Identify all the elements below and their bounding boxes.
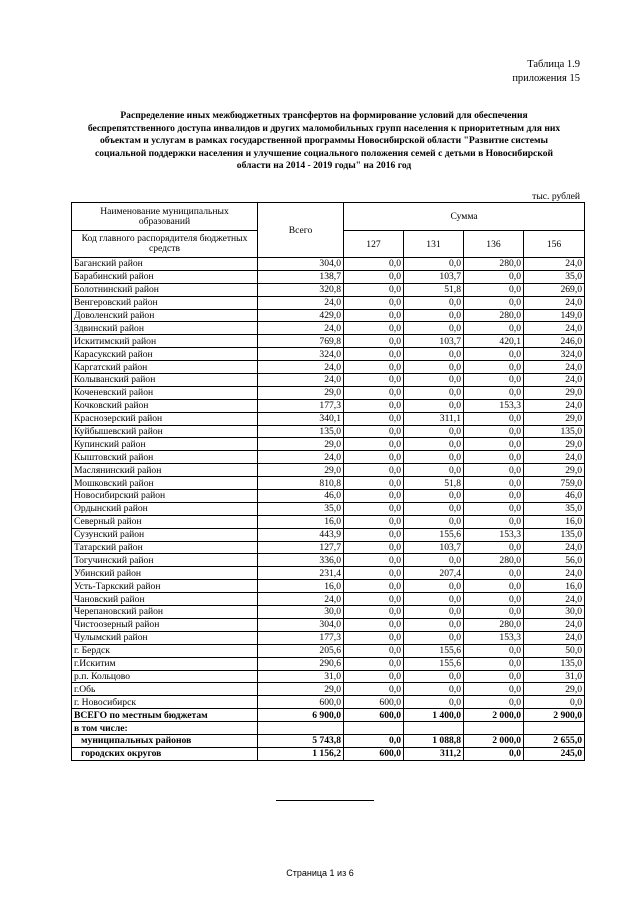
total-value: 1 156,2 xyxy=(258,747,344,760)
municipality-name: Татарский район xyxy=(72,541,258,554)
code-value: 0,0 xyxy=(344,515,404,528)
table-row xyxy=(72,734,585,747)
municipality-name: г.Искитим xyxy=(72,657,258,670)
code-value: 0,0 xyxy=(404,580,464,593)
code-value: 311,1 xyxy=(404,412,464,425)
total-value: 177,3 xyxy=(258,631,344,644)
code-value: 51,8 xyxy=(404,283,464,296)
code-value: 0,0 xyxy=(344,451,404,464)
code-value: 0,0 xyxy=(344,644,404,657)
appendix-label: приложения 15 xyxy=(512,73,580,84)
code-value: 0,0 xyxy=(404,490,464,503)
code-value: 0,0 xyxy=(464,322,524,335)
total-value: 429,0 xyxy=(258,309,344,322)
code-value xyxy=(404,722,464,735)
code-value: 0,0 xyxy=(404,451,464,464)
code-value: 24,0 xyxy=(524,399,585,412)
table-row xyxy=(72,283,585,296)
code-value: 51,8 xyxy=(404,477,464,490)
total-value: 24,0 xyxy=(258,451,344,464)
code-value: 0,0 xyxy=(344,670,404,683)
code-value: 0,0 xyxy=(464,683,524,696)
code-value: 0,0 xyxy=(344,322,404,335)
total-value: 290,6 xyxy=(258,657,344,670)
municipality-name: Купинский район xyxy=(72,438,258,451)
code-value: 0,0 xyxy=(464,606,524,619)
table-row xyxy=(72,309,585,322)
table-row xyxy=(72,606,585,619)
code-value: 29,0 xyxy=(524,683,585,696)
total-value: 29,0 xyxy=(258,683,344,696)
municipality-name: Здвинский район xyxy=(72,322,258,335)
table-row xyxy=(72,747,585,760)
table-row xyxy=(72,567,585,580)
total-value: 24,0 xyxy=(258,374,344,387)
code-value: 24,0 xyxy=(524,322,585,335)
total-value: 24,0 xyxy=(258,361,344,374)
total-value: 600,0 xyxy=(258,696,344,709)
code-value: 600,0 xyxy=(344,747,404,760)
code-value: 0,0 xyxy=(464,541,524,554)
code-value: 0,0 xyxy=(404,386,464,399)
municipality-name: Коченевский район xyxy=(72,386,258,399)
municipality-name: Искитимский район xyxy=(72,335,258,348)
code-value: 24,0 xyxy=(524,541,585,554)
total-value: 5 743,8 xyxy=(258,734,344,747)
code-value: 600,0 xyxy=(344,709,404,722)
code-value: 0,0 xyxy=(344,296,404,309)
separator-line xyxy=(276,800,374,801)
municipality-name: г. Новосибирск xyxy=(72,696,258,709)
code-value: 2 655,0 xyxy=(524,734,585,747)
municipality-name: Карасукский район xyxy=(72,348,258,361)
code-value: 135,0 xyxy=(524,528,585,541)
table-row xyxy=(72,438,585,451)
code-value: 0,0 xyxy=(344,361,404,374)
municipality-name: Северный район xyxy=(72,515,258,528)
code-value: 16,0 xyxy=(524,515,585,528)
code-value: 35,0 xyxy=(524,502,585,515)
code-value: 0,0 xyxy=(464,490,524,503)
code-value: 0,0 xyxy=(344,464,404,477)
municipality-name: Доволенский район xyxy=(72,309,258,322)
code-value: 155,6 xyxy=(404,644,464,657)
code-value: 0,0 xyxy=(404,515,464,528)
code-value: 24,0 xyxy=(524,567,585,580)
code-value: 153,3 xyxy=(464,399,524,412)
code-value: 29,0 xyxy=(524,464,585,477)
total-value xyxy=(258,722,344,735)
title-line: беспрепятственного доступа инвалидов и других маломобильных групп населения к приоритетным для них xyxy=(87,122,561,134)
code-header-131: 131 xyxy=(404,231,464,258)
code-value: 0,0 xyxy=(464,657,524,670)
code-value: 0,0 xyxy=(464,451,524,464)
total-value: 324,0 xyxy=(258,348,344,361)
code-value: 0,0 xyxy=(344,283,404,296)
code-value: 0,0 xyxy=(464,464,524,477)
code-value: 0,0 xyxy=(464,644,524,657)
code-value: 0,0 xyxy=(404,631,464,644)
code-value: 0,0 xyxy=(344,734,404,747)
table-row xyxy=(72,425,585,438)
table-row xyxy=(72,696,585,709)
code-value: 0,0 xyxy=(344,348,404,361)
total-value: 16,0 xyxy=(258,515,344,528)
code-value: 0,0 xyxy=(404,258,464,271)
total-value: 16,0 xyxy=(258,580,344,593)
table-row xyxy=(72,515,585,528)
code-value xyxy=(464,722,524,735)
municipality-name: Кыштовский район xyxy=(72,451,258,464)
transfers-table xyxy=(71,202,585,761)
code-value: 0,0 xyxy=(464,425,524,438)
municipality-name: Краснозерский район xyxy=(72,412,258,425)
table-row xyxy=(72,722,585,735)
code-column-header: Код главного распорядителя бюджетных средств xyxy=(72,231,258,258)
table-row xyxy=(72,541,585,554)
municipality-name: Тогучинский район xyxy=(72,554,258,567)
code-value: 30,0 xyxy=(524,606,585,619)
total-value: 336,0 xyxy=(258,554,344,567)
total-value: 24,0 xyxy=(258,593,344,606)
name-column-header: Наименование муниципальных образований xyxy=(72,203,258,231)
code-value: 0,0 xyxy=(404,374,464,387)
table-row xyxy=(72,270,585,283)
total-value: 29,0 xyxy=(258,464,344,477)
code-value: 600,0 xyxy=(344,696,404,709)
table-body xyxy=(72,258,585,761)
municipality-name: Маслянинский район xyxy=(72,464,258,477)
municipality-name: Новосибирский район xyxy=(72,490,258,503)
code-value: 0,0 xyxy=(344,477,404,490)
municipality-name: в том числе: xyxy=(72,722,258,735)
table-row xyxy=(72,554,585,567)
code-value: 0,0 xyxy=(464,438,524,451)
municipality-name: Чистоозерный район xyxy=(72,618,258,631)
code-value: 16,0 xyxy=(524,580,585,593)
table-row xyxy=(72,502,585,515)
code-value: 0,0 xyxy=(344,374,404,387)
code-value: 0,0 xyxy=(464,696,524,709)
code-value: 2 000,0 xyxy=(464,709,524,722)
table-row xyxy=(72,709,585,722)
code-value: 0,0 xyxy=(404,425,464,438)
total-value: 29,0 xyxy=(258,438,344,451)
table-row xyxy=(72,657,585,670)
page-footer: Страница 1 из 6 xyxy=(286,868,354,878)
municipality-name: г. Бердск xyxy=(72,644,258,657)
code-value: 0,0 xyxy=(404,438,464,451)
code-value: 0,0 xyxy=(464,502,524,515)
code-value: 0,0 xyxy=(344,438,404,451)
code-value: 269,0 xyxy=(524,283,585,296)
code-value: 0,0 xyxy=(404,683,464,696)
municipality-name: Усть-Таркский район xyxy=(72,580,258,593)
code-value: 155,6 xyxy=(404,528,464,541)
code-value: 35,0 xyxy=(524,270,585,283)
total-column-header: Всего xyxy=(258,203,344,258)
municipality-name: муниципальных районов xyxy=(72,734,258,747)
municipality-name: Черепановский район xyxy=(72,606,258,619)
code-value: 149,0 xyxy=(524,309,585,322)
total-value: 320,8 xyxy=(258,283,344,296)
code-value: 0,0 xyxy=(344,386,404,399)
total-value: 340,1 xyxy=(258,412,344,425)
code-value: 280,0 xyxy=(464,554,524,567)
total-value: 443,9 xyxy=(258,528,344,541)
code-value: 0,0 xyxy=(344,258,404,271)
total-value: 24,0 xyxy=(258,322,344,335)
table-row xyxy=(72,258,585,271)
total-value: 304,0 xyxy=(258,618,344,631)
code-value: 0,0 xyxy=(404,464,464,477)
code-value: 0,0 xyxy=(344,631,404,644)
code-value: 24,0 xyxy=(524,451,585,464)
code-value: 24,0 xyxy=(524,593,585,606)
municipality-name: Колыванский район xyxy=(72,374,258,387)
code-value: 0,0 xyxy=(344,618,404,631)
code-value: 0,0 xyxy=(464,386,524,399)
total-value: 138,7 xyxy=(258,270,344,283)
code-value: 0,0 xyxy=(464,270,524,283)
table-number: Таблица 1.9 xyxy=(527,59,580,70)
code-value: 0,0 xyxy=(404,309,464,322)
code-value: 1 088,8 xyxy=(404,734,464,747)
municipality-name: Чановский район xyxy=(72,593,258,606)
code-value: 24,0 xyxy=(524,631,585,644)
code-value: 0,0 xyxy=(344,606,404,619)
table-row xyxy=(72,593,585,606)
table-row xyxy=(72,296,585,309)
document-title xyxy=(64,110,584,173)
table-row xyxy=(72,631,585,644)
table-row xyxy=(72,490,585,503)
code-value: 24,0 xyxy=(524,296,585,309)
municipality-name: Барабинский район xyxy=(72,270,258,283)
municipality-name: Куйбышевский район xyxy=(72,425,258,438)
title-line: Распределение иных межбюджетных трансфертов на формирование условий для обеспечения xyxy=(120,110,528,121)
code-value: 0,0 xyxy=(464,374,524,387)
table-row xyxy=(72,374,585,387)
code-header-136: 136 xyxy=(464,231,524,258)
code-value: 0,0 xyxy=(404,348,464,361)
code-value: 0,0 xyxy=(404,399,464,412)
code-value: 0,0 xyxy=(464,567,524,580)
municipality-name: Венгеровский район xyxy=(72,296,258,309)
code-value: 0,0 xyxy=(464,296,524,309)
table-row xyxy=(72,580,585,593)
code-value: 155,6 xyxy=(404,657,464,670)
code-value: 29,0 xyxy=(524,412,585,425)
title-line: объектам и услугам в рамках государственной программы Новосибирской области "Развитие системы xyxy=(99,135,549,147)
code-value: 2 900,0 xyxy=(524,709,585,722)
code-value: 280,0 xyxy=(464,309,524,322)
code-value: 0,0 xyxy=(464,283,524,296)
code-value: 153,3 xyxy=(464,631,524,644)
code-value: 153,3 xyxy=(464,528,524,541)
table-row xyxy=(72,477,585,490)
code-value: 0,0 xyxy=(344,425,404,438)
code-value: 0,0 xyxy=(404,606,464,619)
code-value: 24,0 xyxy=(524,361,585,374)
code-value: 0,0 xyxy=(524,696,585,709)
table-row xyxy=(72,335,585,348)
code-value: 0,0 xyxy=(464,412,524,425)
code-value: 311,2 xyxy=(404,747,464,760)
code-value: 0,0 xyxy=(404,502,464,515)
total-value: 29,0 xyxy=(258,386,344,399)
municipality-name: Чулымский район xyxy=(72,631,258,644)
code-value: 0,0 xyxy=(464,515,524,528)
code-value: 0,0 xyxy=(404,696,464,709)
municipality-name: ВСЕГО по местным бюджетам xyxy=(72,709,258,722)
total-value: 30,0 xyxy=(258,606,344,619)
code-value: 0,0 xyxy=(464,670,524,683)
code-value: 0,0 xyxy=(464,580,524,593)
code-value: 0,0 xyxy=(404,296,464,309)
municipality-name: Ордынский район xyxy=(72,502,258,515)
code-value: 2 000,0 xyxy=(464,734,524,747)
table-row xyxy=(72,644,585,657)
code-value: 0,0 xyxy=(404,670,464,683)
code-value: 0,0 xyxy=(404,618,464,631)
code-value: 24,0 xyxy=(524,618,585,631)
code-value xyxy=(344,722,404,735)
code-value: 103,7 xyxy=(404,335,464,348)
code-value: 280,0 xyxy=(464,618,524,631)
municipality-name: Баганский район xyxy=(72,258,258,271)
table-row xyxy=(72,618,585,631)
code-value: 0,0 xyxy=(344,541,404,554)
municipality-name: р.п. Кольцово xyxy=(72,670,258,683)
title-line: социальной поддержки населения и улучшение социального положения семей с детьми в Новосибирской xyxy=(94,147,554,159)
code-value: 759,0 xyxy=(524,477,585,490)
municipality-name: Убинский район xyxy=(72,567,258,580)
code-value: 420,1 xyxy=(464,335,524,348)
code-value: 0,0 xyxy=(344,270,404,283)
total-value: 177,3 xyxy=(258,399,344,412)
total-value: 127,7 xyxy=(258,541,344,554)
code-value: 0,0 xyxy=(464,593,524,606)
total-value: 769,8 xyxy=(258,335,344,348)
code-value: 245,0 xyxy=(524,747,585,760)
code-value: 280,0 xyxy=(464,258,524,271)
municipality-name: г.Обь xyxy=(72,683,258,696)
code-value: 0,0 xyxy=(344,309,404,322)
code-value: 0,0 xyxy=(404,554,464,567)
total-value: 24,0 xyxy=(258,296,344,309)
code-value: 24,0 xyxy=(524,374,585,387)
code-value: 0,0 xyxy=(464,348,524,361)
code-value: 103,7 xyxy=(404,270,464,283)
table-row xyxy=(72,464,585,477)
code-value: 1 400,0 xyxy=(404,709,464,722)
code-value xyxy=(524,722,585,735)
code-value: 135,0 xyxy=(524,425,585,438)
table-row xyxy=(72,670,585,683)
code-value: 324,0 xyxy=(524,348,585,361)
table-row xyxy=(72,386,585,399)
code-value: 56,0 xyxy=(524,554,585,567)
total-value: 6 900,0 xyxy=(258,709,344,722)
table-row xyxy=(72,348,585,361)
code-value: 0,0 xyxy=(344,683,404,696)
title-line: области на 2014 - 2019 годы" на 2016 год xyxy=(236,160,412,172)
code-value: 135,0 xyxy=(524,657,585,670)
total-value: 304,0 xyxy=(258,258,344,271)
table-row xyxy=(72,399,585,412)
table-row xyxy=(72,412,585,425)
total-value: 810,8 xyxy=(258,477,344,490)
code-value: 0,0 xyxy=(464,361,524,374)
municipality-name: Мошковский район xyxy=(72,477,258,490)
code-value: 0,0 xyxy=(344,528,404,541)
sum-column-header: Сумма xyxy=(344,203,585,231)
code-value: 103,7 xyxy=(404,541,464,554)
total-value: 31,0 xyxy=(258,670,344,683)
code-value: 0,0 xyxy=(344,335,404,348)
municipality-name: Кочковский район xyxy=(72,399,258,412)
code-value: 0,0 xyxy=(344,412,404,425)
code-value: 0,0 xyxy=(344,399,404,412)
code-value: 0,0 xyxy=(344,554,404,567)
code-value: 0,0 xyxy=(344,567,404,580)
table-row xyxy=(72,361,585,374)
total-value: 135,0 xyxy=(258,425,344,438)
code-value: 0,0 xyxy=(344,502,404,515)
code-value: 50,0 xyxy=(524,644,585,657)
code-value: 29,0 xyxy=(524,438,585,451)
code-value: 0,0 xyxy=(404,322,464,335)
units-label: тыс. рублей xyxy=(532,191,580,202)
code-value: 0,0 xyxy=(464,477,524,490)
code-value: 0,0 xyxy=(344,657,404,670)
municipality-name: городских округов xyxy=(72,747,258,760)
total-value: 231,4 xyxy=(258,567,344,580)
table-row xyxy=(72,322,585,335)
municipality-name: Сузунский район xyxy=(72,528,258,541)
code-header-156: 156 xyxy=(524,231,585,258)
total-value: 205,6 xyxy=(258,644,344,657)
municipality-name: Болотнинский район xyxy=(72,283,258,296)
municipality-name: Каргатский район xyxy=(72,361,258,374)
code-header-127: 127 xyxy=(344,231,404,258)
code-value: 0,0 xyxy=(404,361,464,374)
code-value: 246,0 xyxy=(524,335,585,348)
code-value: 24,0 xyxy=(524,258,585,271)
total-value: 46,0 xyxy=(258,490,344,503)
code-value: 0,0 xyxy=(344,580,404,593)
code-value: 207,4 xyxy=(404,567,464,580)
code-value: 0,0 xyxy=(404,593,464,606)
code-value: 46,0 xyxy=(524,490,585,503)
code-value: 31,0 xyxy=(524,670,585,683)
code-value: 0,0 xyxy=(344,490,404,503)
code-value: 29,0 xyxy=(524,386,585,399)
table-row xyxy=(72,451,585,464)
table-row xyxy=(72,528,585,541)
code-value: 0,0 xyxy=(464,747,524,760)
table-row xyxy=(72,683,585,696)
total-value: 35,0 xyxy=(258,502,344,515)
code-value: 0,0 xyxy=(344,593,404,606)
